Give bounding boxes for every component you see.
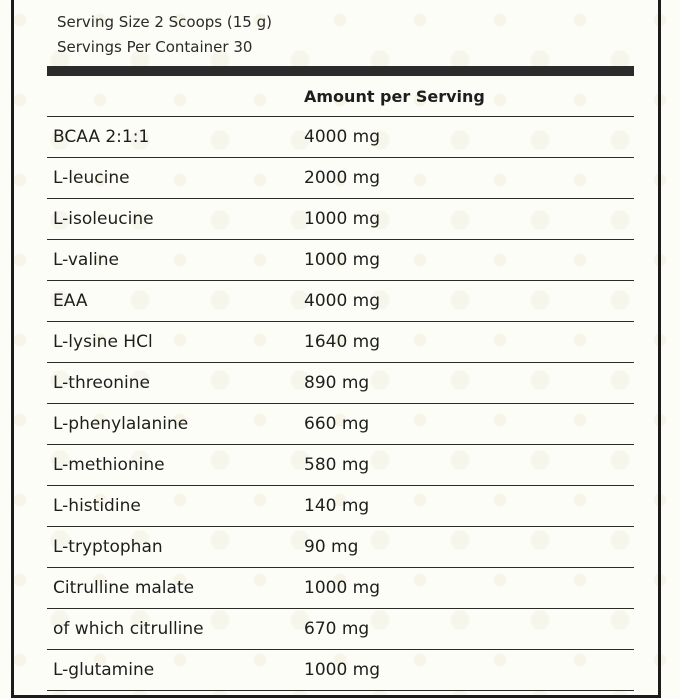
table-row <box>47 117 634 158</box>
ingredient-amount: 2000 mg <box>304 168 381 188</box>
ingredient-amount: 1640 mg <box>304 332 381 352</box>
ingredient-name: EAA <box>53 291 88 311</box>
amount-per-serving-header: Amount per Serving <box>304 87 485 106</box>
ingredient-amount: 1000 mg <box>304 660 381 680</box>
ingredient-name: L-phenylalanine <box>53 414 189 434</box>
ingredient-amount: 4000 mg <box>304 127 381 147</box>
serving-info <box>57 10 272 60</box>
table-row <box>47 158 634 199</box>
nutrition-table <box>47 117 634 691</box>
ingredient-name: L-leucine <box>53 168 130 188</box>
ingredient-name: Citrulline malate <box>53 578 195 598</box>
table-row <box>47 609 634 650</box>
table-row <box>47 445 634 486</box>
ingredient-amount: 890 mg <box>304 373 370 393</box>
table-row <box>47 404 634 445</box>
ingredient-name: L-histidine <box>53 496 141 516</box>
ingredient-name: L-tryptophan <box>53 537 163 557</box>
ingredient-amount: 90 mg <box>304 537 359 557</box>
ingredient-name: of which citrulline <box>53 619 204 639</box>
table-row <box>47 650 634 691</box>
table-row <box>47 281 634 322</box>
ingredient-amount: 580 mg <box>304 455 370 475</box>
ingredient-amount: 670 mg <box>304 619 370 639</box>
ingredient-amount: 140 mg <box>304 496 370 516</box>
ingredient-name: L-methionine <box>53 455 165 475</box>
table-header-row <box>47 77 634 117</box>
table-row <box>47 527 634 568</box>
servings-per-container: Servings Per Container 30 <box>57 38 253 56</box>
ingredient-amount: 1000 mg <box>304 209 381 229</box>
ingredient-amount: 4000 mg <box>304 291 381 311</box>
ingredient-amount: 660 mg <box>304 414 370 434</box>
table-row <box>47 363 634 404</box>
serving-size: Serving Size 2 Scoops (15 g) <box>57 13 272 31</box>
ingredient-name: L-threonine <box>53 373 150 393</box>
header-divider-bar <box>47 66 634 76</box>
table-row <box>47 486 634 527</box>
ingredient-amount: 1000 mg <box>304 578 381 598</box>
ingredient-name: L-isoleucine <box>53 209 154 229</box>
ingredient-name: L-valine <box>53 250 120 270</box>
ingredient-name: BCAA 2:1:1 <box>53 127 150 147</box>
table-row <box>47 568 634 609</box>
table-row <box>47 199 634 240</box>
ingredient-name: L-lysine HCl <box>53 332 153 352</box>
table-row <box>47 322 634 363</box>
ingredient-name: L-glutamine <box>53 660 155 680</box>
ingredient-amount: 1000 mg <box>304 250 381 270</box>
table-row <box>47 240 634 281</box>
